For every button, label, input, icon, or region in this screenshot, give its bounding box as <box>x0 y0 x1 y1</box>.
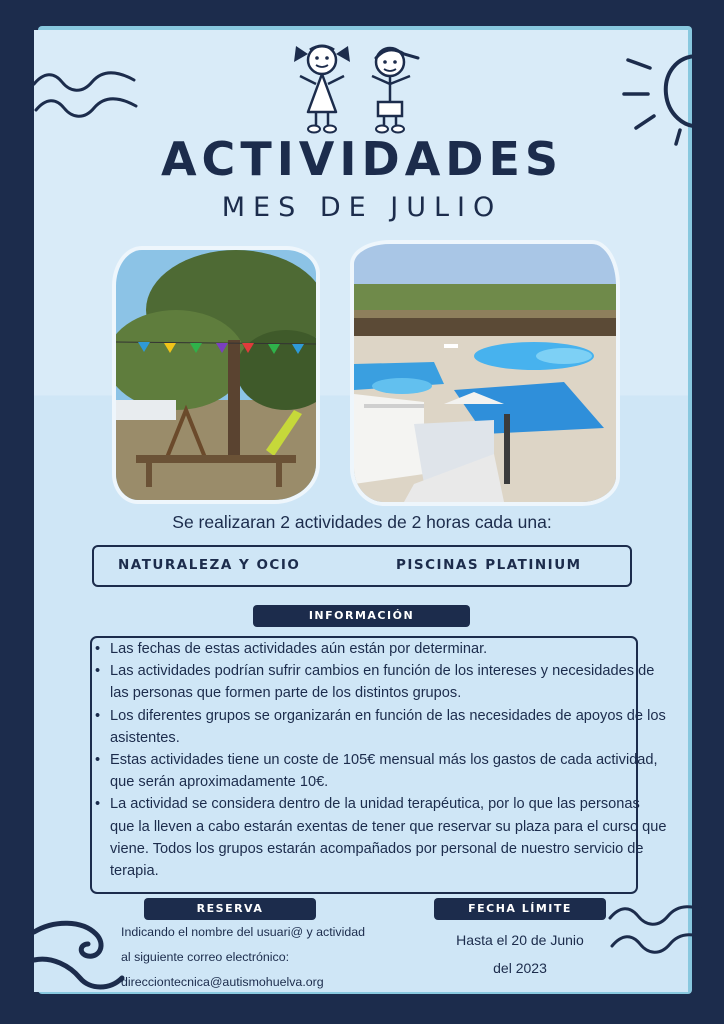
reserva-email[interactable]: direcciontecnica@autismohuelva.org <box>121 975 324 989</box>
info-item: • Las actividades podrían sufrir cambios en función de los intereses y necesidades de las personas que formen parte de los distintos grupos. <box>108 660 668 704</box>
reserva-line-2: al siguiente correo electrónico: <box>121 950 290 964</box>
info-item: • Estas actividades tiene un coste de 105€ mensual más los gastos de cada actividad, que serán aproximadamente 10€. <box>108 749 668 793</box>
page-title: ACTIVIDADES <box>160 132 564 186</box>
activities-lead: Se realizaran 2 actividades de 2 horas cada una: <box>172 512 552 532</box>
reserva-text <box>121 920 411 995</box>
info-item: • La actividad se considera dentro de la unidad terapéutica, por lo que las personas que la lleven a cabo estarán exentas de tener que reservar su plaza para el curso que viene. Todos los grupos estarán acompañados por personal de nuestro servicio de terapia. <box>108 793 668 882</box>
pool-photo <box>350 240 620 506</box>
girl-doodle-icon <box>290 40 354 136</box>
fecha-line-2: del 2023 <box>493 960 547 976</box>
boy-doodle-icon <box>360 40 424 136</box>
activities-box <box>92 545 632 587</box>
fecha-line-1: Hasta el 20 de Junio <box>456 932 584 948</box>
fecha-heading: FECHA LÍMITE <box>434 898 606 920</box>
reserva-heading: RESERVA <box>144 898 316 920</box>
info-box <box>90 636 667 894</box>
wave-doodle-icon <box>606 900 720 960</box>
wave-doodle-icon <box>30 916 126 996</box>
page-subtitle: MES DE JULIO <box>221 192 503 223</box>
info-item: • Las fechas de estas actividades aún están por determinar. <box>108 638 668 660</box>
wave-doodle-icon <box>30 66 140 126</box>
activity-pools: PISCINAS PLATINIUM <box>396 557 582 573</box>
reserva-line-1: Indicando el nombre del usuari@ y actividad <box>121 925 366 939</box>
activity-nature: NATURALEZA Y OCIO <box>118 557 301 573</box>
info-item: • Los diferentes grupos se organizarán en función de las necesidades de apoyos de los asistentes. <box>108 705 668 749</box>
info-list <box>92 638 668 882</box>
nature-photo <box>112 246 320 504</box>
info-heading: INFORMACIÓN <box>253 605 470 627</box>
fecha-text <box>436 926 604 982</box>
